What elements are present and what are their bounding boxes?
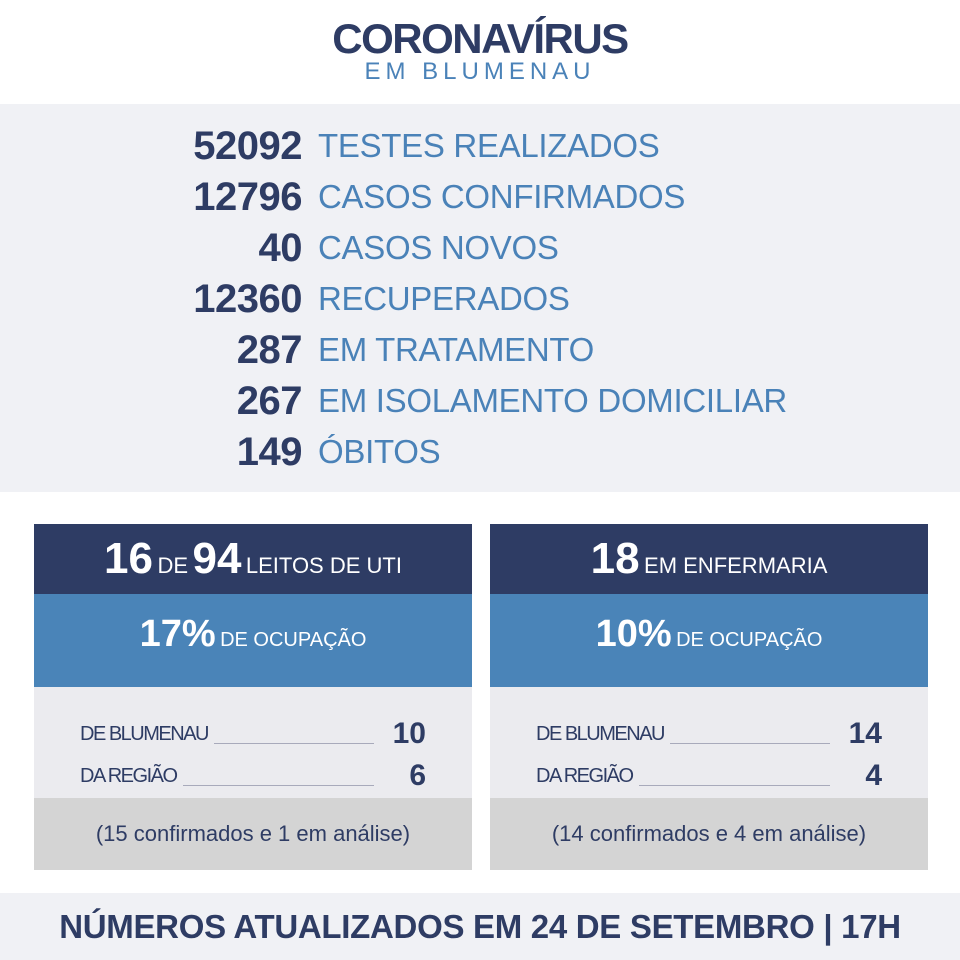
stat-value: 287: [236, 328, 302, 372]
stat-label: EM TRATAMENTO: [318, 331, 595, 368]
stat-row-recovered: [0, 274, 960, 324]
stat-label: CASOS CONFIRMADOS: [318, 178, 686, 215]
row-value: 6: [409, 759, 426, 792]
row-value: 4: [865, 759, 882, 792]
stat-row-new-cases: [0, 223, 960, 273]
stat-value: 12796: [193, 175, 302, 219]
stat-value: 12360: [193, 277, 302, 321]
enfermaria-occupancy: [490, 594, 928, 687]
enfermaria-label: EM ENFERMARIA: [644, 553, 828, 578]
uti-occupied: 16: [104, 534, 153, 583]
footer: [0, 893, 960, 960]
row-label: DE BLUMENAU: [536, 719, 670, 749]
stat-label: CASOS NOVOS: [318, 229, 559, 266]
enfermaria-row-blumenau: [536, 719, 882, 749]
stat-row-home-isolation: [0, 376, 960, 426]
page-subtitle: EM BLUMENAU: [364, 58, 596, 85]
enfermaria-note: (14 confirmados e 4 em análise): [490, 798, 928, 870]
uti-occupancy-label: DE OCUPAÇÃO: [220, 629, 367, 651]
enfermaria-occupancy-value: 10%: [595, 613, 672, 655]
uti-occupancy-value: 17%: [139, 613, 216, 655]
row-label: DA REGIÃO: [536, 761, 639, 791]
enfermaria-occupancy-label: DE OCUPAÇÃO: [676, 629, 823, 651]
uti-total: 94: [192, 534, 242, 583]
enfermaria-header: [490, 524, 928, 594]
uti-label: LEITOS DE UTI: [245, 553, 402, 578]
stat-value: 267: [236, 379, 302, 423]
row-value: 14: [848, 717, 882, 750]
stat-label: EM ISOLAMENTO DOMICILIAR: [318, 382, 787, 419]
stat-label: ÓBITOS: [318, 433, 441, 470]
stats-panel: [0, 104, 960, 492]
enfermaria-card: [490, 524, 928, 870]
stat-label: TESTES REALIZADOS: [318, 127, 660, 164]
uti-occupancy: [34, 594, 472, 687]
uti-card: [34, 524, 472, 870]
row-value: 10: [392, 717, 426, 750]
row-label: DA REGIÃO: [80, 761, 183, 791]
stat-label: RECUPERADOS: [318, 280, 570, 317]
uti-note: (15 confirmados e 1 em análise): [34, 798, 472, 870]
enfermaria-occupied: 18: [590, 534, 640, 583]
uti-header: [34, 524, 472, 594]
row-label: DE BLUMENAU: [80, 719, 214, 749]
uti-row-regiao: [80, 761, 426, 791]
stat-value: 149: [236, 430, 302, 474]
stat-row-deaths: [0, 427, 960, 477]
stat-value: 40: [258, 226, 302, 270]
update-timestamp: NÚMEROS ATUALIZADOS EM 24 DE SETEMBRO | 17H: [59, 908, 901, 945]
stat-row-confirmed: [0, 172, 960, 222]
stat-row-in-treatment: [0, 325, 960, 375]
uti-row-blumenau: [80, 719, 426, 749]
enfermaria-row-regiao: [536, 761, 882, 791]
uti-de: DE: [157, 553, 189, 578]
stat-value: 52092: [193, 124, 302, 168]
header: [0, 0, 960, 104]
stat-row-tests: [0, 121, 960, 171]
page-title: CORONAVÍRUS: [332, 15, 628, 62]
